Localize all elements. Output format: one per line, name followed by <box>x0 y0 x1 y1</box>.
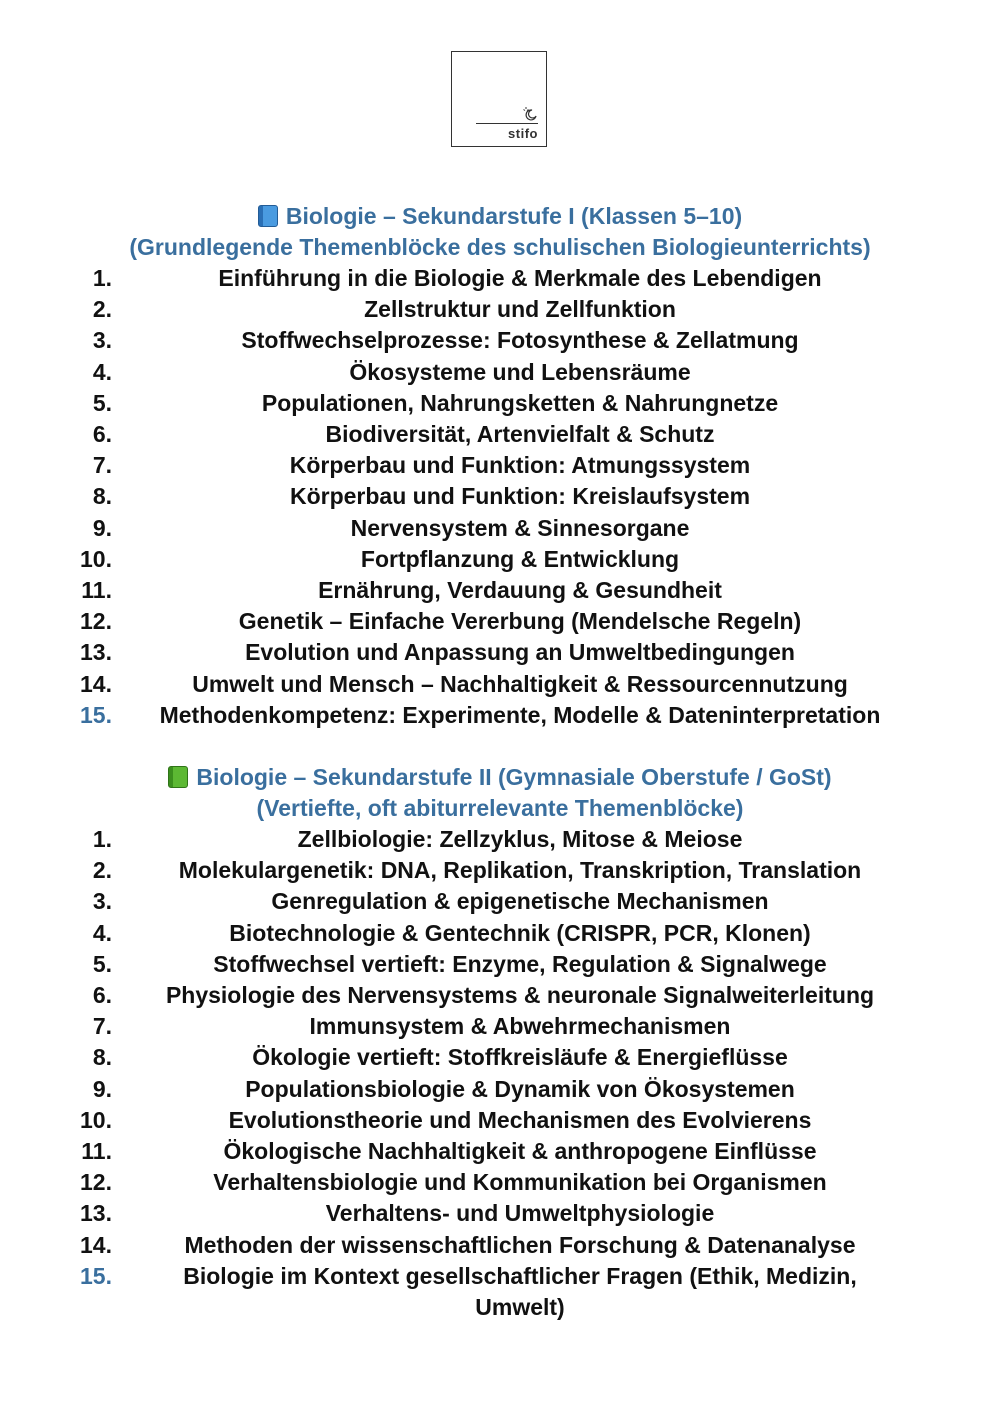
list-item-number: 14. <box>80 1231 112 1258</box>
list-item-number: 11. <box>81 1138 112 1164</box>
list-item <box>0 388 1000 419</box>
list-item <box>0 1042 1000 1073</box>
section2-title: Biologie – Sekundarstufe II (Gymnasiale Oberstufe / GoSt) <box>196 764 832 790</box>
list-item-text: Zellstruktur und Zellfunktion <box>364 296 676 323</box>
list-item-number: 13. <box>80 1200 112 1227</box>
list-item <box>0 325 1000 356</box>
list-item-number: 15. <box>80 701 112 728</box>
logo-divider <box>476 123 538 124</box>
list-item-number: 7. <box>92 452 112 479</box>
list-item-number: 9. <box>92 514 112 541</box>
list-item-number: 3. <box>92 327 112 354</box>
list-item-text: Verhaltensbiologie und Kommunikation bei Organismen <box>213 1169 827 1196</box>
logo-text: stifo <box>508 126 538 141</box>
list-item <box>0 918 1000 949</box>
list-item-text: Ökologische Nachhaltigkeit & anthropogene Einflüsse <box>223 1138 817 1164</box>
list-item-text: Umwelt und Mensch – Nachhaltigkeit & Ressourcennutzung <box>192 670 848 697</box>
list-item-number: 2. <box>92 857 112 884</box>
list-item-text: Evolutionstheorie und Mechanismen des Evolvierens <box>228 1106 812 1133</box>
sun-moon-icon <box>522 106 538 122</box>
list-item-number: 4. <box>92 358 112 385</box>
list-item-text: Biologie im Kontext gesellschaftlicher Fragen (Ethik, Medizin, Umwelt) <box>183 1262 857 1320</box>
list-item <box>0 1011 1000 1042</box>
list-item-number: 8. <box>92 1044 112 1071</box>
list-item <box>0 1167 1000 1198</box>
list-item-number: 3. <box>92 888 112 915</box>
list-item <box>0 450 1000 481</box>
list-item <box>0 980 1000 1011</box>
list-item-number: 10. <box>80 1106 112 1133</box>
list-item <box>0 669 1000 700</box>
list-item-text: Physiologie des Nervensystems & neuronale Signalweiterleitung <box>165 982 875 1008</box>
list-item-text: Molekulargenetik: DNA, Replikation, Transkription, Translation <box>178 857 862 884</box>
list-item <box>0 855 1000 886</box>
list-item <box>0 824 1000 855</box>
list-item-number: 12. <box>80 608 112 635</box>
list-item <box>0 294 1000 325</box>
list-item <box>0 263 1000 294</box>
section1-title: Biologie – Sekundarstufe I (Klassen 5–10) <box>285 203 743 229</box>
list-item-text: Fortpflanzung & Entwicklung <box>360 545 680 572</box>
list-item <box>0 1230 1000 1261</box>
list-item-number: 11. <box>81 577 112 603</box>
list-item <box>0 949 1000 980</box>
list-item-number: 9. <box>92 1075 112 1102</box>
list-item-number: 4. <box>92 919 112 946</box>
section2-title-row <box>0 762 1000 793</box>
list-item-text: Methoden der wissenschaftlichen Forschung & Datenanalyse <box>184 1231 856 1258</box>
list-item-number: 15. <box>80 1262 112 1289</box>
list-item-number: 12. <box>80 1169 112 1196</box>
list-item-text: Populationen, Nahrungsketten & Nahrungnetze <box>261 389 779 416</box>
list-item <box>0 1261 1000 1323</box>
section1-title-row <box>0 201 1000 232</box>
list-item <box>0 481 1000 512</box>
list-item-text: Zellbiologie: Zellzyklus, Mitose & Meiose <box>297 826 743 852</box>
list-item-text: Stoffwechselprozesse: Fotosynthese & Zellatmung <box>241 327 799 354</box>
list-item <box>0 357 1000 388</box>
list-item <box>0 637 1000 668</box>
list-item-number: 7. <box>92 1013 112 1040</box>
green-book-icon <box>168 766 188 788</box>
section2-subtitle: (Vertiefte, oft abiturrelevante Themenblöcke) <box>256 795 744 821</box>
list-item <box>0 606 1000 637</box>
list-item-number: 14. <box>80 670 112 697</box>
section1-subtitle: (Grundlegende Themenblöcke des schulischen Biologieunterrichts) <box>129 234 871 260</box>
list-item-number: 6. <box>92 982 112 1008</box>
list-item <box>0 700 1000 731</box>
list-item-text: Nervensystem & Sinnesorgane <box>350 514 690 541</box>
list-item-text: Körperbau und Funktion: Kreislaufsystem <box>289 483 751 510</box>
list-item-text: Immunsystem & Abwehrmechanismen <box>309 1013 731 1040</box>
list-item-number: 13. <box>80 639 112 666</box>
list-item-text: Genregulation & epigenetische Mechanismen <box>271 888 769 915</box>
list-item-text: Körperbau und Funktion: Atmungssystem <box>289 452 751 479</box>
list-item-text: Populationsbiologie & Dynamik von Ökosystemen <box>245 1075 795 1102</box>
list-item <box>0 1198 1000 1229</box>
list-item-text: Ernährung, Verdauung & Gesundheit <box>318 577 722 603</box>
list-item-number: 5. <box>92 950 112 977</box>
list-item-text: Ökologie vertieft: Stoffkreisläufe & Energieflüsse <box>252 1044 788 1071</box>
list-item-text: Biodiversität, Artenvielfalt & Schutz <box>325 421 715 447</box>
list-item-number: 10. <box>80 545 112 572</box>
list-item <box>0 419 1000 450</box>
list-item <box>0 886 1000 917</box>
list-item <box>0 513 1000 544</box>
list-item <box>0 575 1000 606</box>
list-item-number: 6. <box>92 421 112 447</box>
list-item-number: 2. <box>92 296 112 323</box>
list-item-text: Evolution und Anpassung an Umweltbedingungen <box>245 639 795 666</box>
list-item <box>0 544 1000 575</box>
list-item <box>0 1136 1000 1167</box>
list-item-number: 5. <box>92 389 112 416</box>
list-item-number: 8. <box>92 483 112 510</box>
list-item-text: Ökosysteme und Lebensräume <box>349 358 691 385</box>
list-item-number: 1. <box>92 826 112 852</box>
list-item <box>0 1074 1000 1105</box>
list-item <box>0 1105 1000 1136</box>
list-item-text: Verhaltens- und Umweltphysiologie <box>325 1200 715 1227</box>
list-item-number: 1. <box>92 265 112 291</box>
blue-book-icon <box>258 205 278 227</box>
list-item-text: Einführung in die Biologie & Merkmale des Lebendigen <box>218 265 822 291</box>
list-item-text: Methodenkompetenz: Experimente, Modelle & Dateninterpretation <box>159 701 881 728</box>
list-item-text: Biotechnologie & Gentechnik (CRISPR, PCR, Klonen) <box>229 919 811 946</box>
list-item-text: Stoffwechsel vertieft: Enzyme, Regulation & Signalwege <box>213 950 827 977</box>
list-item-text: Genetik – Einfache Vererbung (Mendelsche Regeln) <box>238 608 802 635</box>
stifo-logo <box>451 51 547 147</box>
